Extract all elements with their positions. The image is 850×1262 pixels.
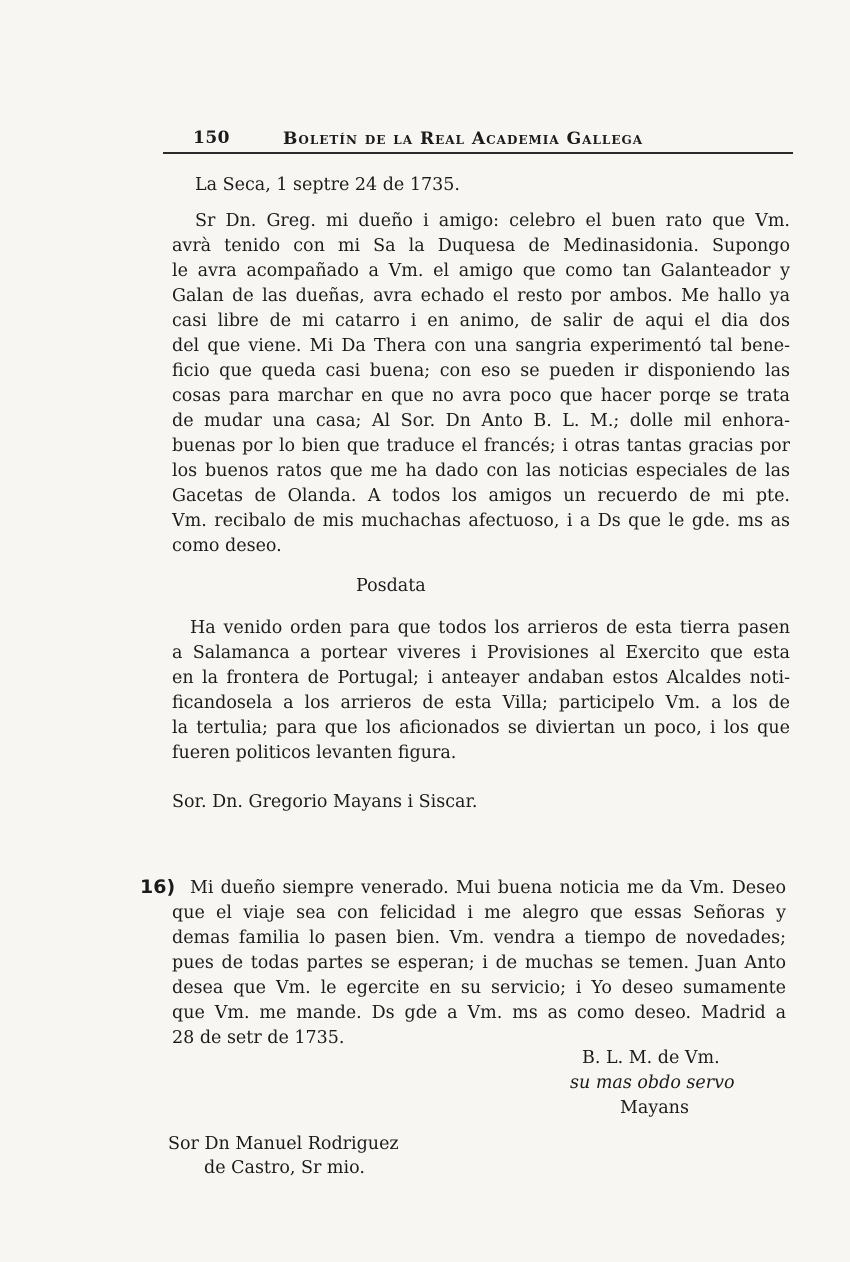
letter1-line: ficio que queda casi buena; con eso se pueden ir disponiendo las [172,361,790,381]
journal-title: Boletín de la Real Academia Gallega [283,129,644,149]
letter1-addressee: Sor. Dn. Gregorio Mayans i Siscar. [172,792,478,812]
letter1-date: La Seca, 1 septre 24 de 1735. [195,175,460,195]
letter1-line: Gacetas de Olanda. A todos los amigos un recuerdo de mi pte. [172,486,790,506]
posdata-line: Ha venido orden para que todos los arrieros de esta tierra pasen [190,618,790,638]
closing-line: su mas obdo servo [570,1073,735,1093]
letter2-line: pues de todas partes se esperan; i de muchas se temen. Juan Anto [172,953,786,973]
letter2-addressee: Sor Dn Manuel Rodriguez [168,1134,399,1154]
letter1-line: como deseo. [172,536,282,556]
closing-line: B. L. M. de Vm. [582,1048,720,1068]
letter1-line: avrà tenido con mi Sa la Duquesa de Medinasidonia. Supongo [172,236,790,256]
page-number: 150 [193,128,230,148]
letter1-line: de mudar una casa; Al Sor. Dn Anto B. L. M.; dolle mil enhora- [172,411,790,431]
letter2-line: Mi dueño siempre venerado. Mui buena noticia me da Vm. Deseo [190,878,786,898]
letter1-line: buenas por lo bien que traduce el francés; i otras tantas gracias por [172,436,790,456]
closing-signature: Mayans [620,1098,689,1118]
letter2-addressee: de Castro, Sr mio. [204,1158,365,1178]
letter1-line: los buenos ratos que me ha dado con las noticias especiales de las [172,461,790,481]
page-header [163,126,793,154]
letter-number: 16) [140,876,176,898]
letter1-line: Sr Dn. Greg. mi dueño i amigo: celebro el buen rato que Vm. [195,211,790,231]
letter1-line: Galan de las dueñas, avra echado el resto por ambos. Me hallo ya [172,286,790,306]
letter2-line: demas familia lo pasen bien. Vm. vendra a tiempo de novedades; [172,928,786,948]
posdata-line: fueren politicos levanten figura. [172,743,457,763]
letter1-line: le avra acompañado a Vm. el amigo que como tan Galanteador y [172,261,790,281]
letter1-line: Vm. recibalo de mis muchachas afectuoso, i a Ds que le gde. ms as [172,511,790,531]
letter1-line: del que viene. Mi Da Thera con una sangria experimentó tal bene- [172,336,790,356]
letter1-line: casi libre de mi catarro i en animo, de salir de aqui el dia dos [172,311,790,331]
letter2-line: desea que Vm. le egercite en su servicio; i Yo deseo sumamente [172,978,786,998]
posdata-line: en la frontera de Portugal; i anteayer andaban estos Alcaldes noti- [172,668,790,688]
posdata-line: ficandosela a los arrieros de esta Villa; participelo Vm. a los de [172,693,790,713]
posdata-line: la tertulia; para que los aficionados se diviertan un poco, i los que [172,718,790,738]
letter1-line: cosas para marchar en que no avra poco que hacer porqe se trata [172,386,790,406]
letter2-line: que Vm. me mande. Ds gde a Vm. ms as como deseo. Madrid a [172,1003,786,1023]
posdata-line: a Salamanca a portear viveres i Provisiones al Exercito que esta [172,643,790,663]
letter2-line: 28 de setr de 1735. [172,1028,345,1048]
posdata-title: Posdata [356,576,426,596]
letter2-line: que el viaje sea con felicidad i me alegro que essas Señoras y [172,903,786,923]
